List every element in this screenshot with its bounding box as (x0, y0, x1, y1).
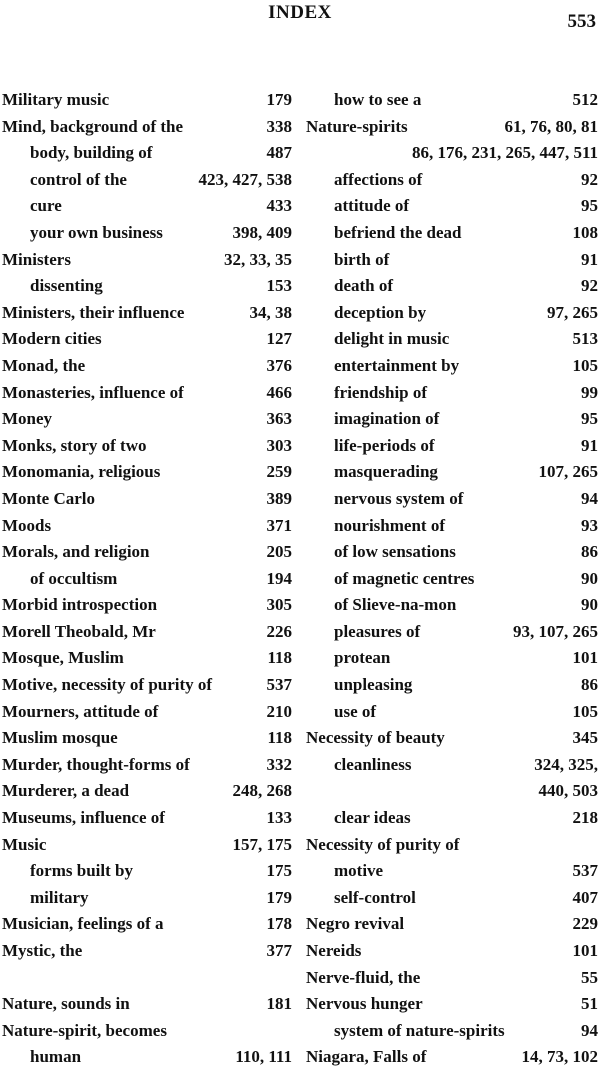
page-title: INDEX (268, 2, 332, 23)
index-entry (306, 778, 598, 805)
index-entry (306, 566, 598, 593)
index-pages: 345 (572, 728, 598, 748)
index-pages: 157, 175 (232, 834, 292, 854)
index-entry (306, 87, 598, 114)
index-term: Ministers, their influence (2, 302, 185, 322)
index-column-left (2, 87, 292, 1071)
index-term: your own business (30, 222, 163, 242)
index-term: self-control (334, 887, 416, 907)
index-entry (306, 805, 598, 832)
index-pages: 127 (266, 329, 292, 349)
index-term: Mourners, attitude of (2, 701, 159, 721)
index-pages: 118 (267, 648, 292, 668)
index-entry (306, 513, 598, 540)
index-pages: 101 (572, 941, 598, 960)
index-pages: 133 (266, 808, 292, 828)
index-entry (306, 326, 598, 353)
index-pages: 153 (266, 276, 292, 296)
index-term: Music (2, 834, 47, 854)
index-pages: 303 (266, 435, 292, 455)
index-column-right (306, 87, 598, 1071)
index-term: Morell Theobald, Mr (2, 621, 156, 641)
index-term: protean (334, 648, 391, 668)
index-entry (2, 778, 292, 805)
index-entry (2, 885, 292, 912)
index-term: cleanliness (334, 754, 412, 774)
index-entry (306, 991, 598, 1018)
index-pages: 93, 107, 265 (513, 621, 598, 641)
index-entry (2, 832, 292, 859)
index-entry (306, 725, 598, 752)
index-pages: 423, 427, 538 (198, 169, 292, 189)
index-entry (2, 725, 292, 752)
index-pages: 440, 503 (538, 781, 598, 801)
index-entry (2, 87, 292, 114)
index-term: dissenting (30, 276, 103, 296)
index-term: befriend the dead (334, 222, 462, 242)
index-pages: 178 (266, 914, 292, 934)
index-entry (2, 1044, 292, 1071)
index-entry (2, 699, 292, 726)
index-entry (2, 1018, 292, 1045)
index-term: birth of (334, 249, 390, 269)
index-pages: 205 (266, 542, 292, 562)
index-pages: 92 (581, 276, 598, 296)
index-term: Mind, background of the (2, 116, 184, 136)
index-pages: 107, 265 (538, 462, 598, 482)
index-pages: 95 (581, 409, 598, 429)
index-entry (306, 672, 598, 699)
index-term: death of (334, 276, 394, 296)
index-pages: 377 (266, 941, 292, 960)
index-entry (2, 193, 292, 220)
index-term: Nature, sounds in (2, 994, 130, 1014)
index-pages: 55 (581, 967, 598, 987)
index-term: Murder, thought-forms of (2, 754, 190, 774)
index-term: Niagara, Falls of (306, 1047, 427, 1067)
index-pages: 398, 409 (232, 222, 292, 242)
index-entry (2, 805, 292, 832)
index-pages: 332 (266, 754, 292, 774)
index-term: Nereids (306, 941, 362, 960)
index-term: friendship of (334, 382, 428, 402)
index-entry (2, 991, 292, 1018)
index-entry (306, 752, 598, 779)
index-term: Mystic, the (2, 941, 83, 960)
index-entry (306, 193, 598, 220)
index-term: Monks, story of two (2, 435, 147, 455)
index-pages: 229 (572, 914, 598, 934)
index-pages: 99 (581, 382, 598, 402)
index-pages: 110, 111 (235, 1047, 292, 1067)
index-term: Necessity of purity of (306, 834, 460, 854)
index-term: of magnetic centres (334, 568, 475, 588)
index-entry (2, 300, 292, 327)
index-term: Money (2, 409, 53, 429)
index-term: Monad, the (2, 355, 86, 375)
index-pages: 513 (572, 329, 598, 349)
index-term: Monomania, religious (2, 462, 161, 482)
index-entry (306, 911, 598, 938)
index-term: Morbid introspection (2, 595, 158, 615)
index-term: Negro revival (306, 914, 405, 934)
index-pages: 305 (266, 595, 292, 615)
index-entry (2, 619, 292, 646)
index-pages: 194 (266, 568, 292, 588)
index-entry (306, 167, 598, 194)
index-entry (306, 1018, 598, 1045)
index-entry (2, 752, 292, 779)
index-pages: 108 (572, 222, 598, 242)
index-term: attitude of (334, 196, 410, 216)
index-pages: 537 (266, 675, 292, 695)
index-entry (306, 592, 598, 619)
index-entry (306, 619, 598, 646)
index-entry (306, 486, 598, 513)
index-entry (306, 645, 598, 672)
index-pages: 376 (266, 355, 292, 375)
index-entry (306, 699, 598, 726)
index-term: military (30, 887, 89, 907)
index-entry (2, 911, 292, 938)
index-term: Military music (2, 90, 110, 109)
index-term: Monte Carlo (2, 488, 96, 508)
index-term: forms built by (30, 861, 133, 881)
index-pages: 466 (266, 382, 292, 402)
index-pages: 179 (266, 90, 292, 109)
index-term: nervous system of (334, 488, 464, 508)
index-entry (306, 858, 598, 885)
index-term: Mosque, Muslim (2, 648, 124, 668)
index-entry (2, 539, 292, 566)
index-pages: 101 (572, 648, 598, 668)
index-pages: 537 (572, 861, 598, 881)
index-entry (306, 380, 598, 407)
index-pages: 181 (266, 994, 292, 1014)
index-pages: 51 (581, 994, 598, 1014)
index-entry (306, 114, 598, 141)
index-pages: 95 (581, 196, 598, 216)
index-term: Museums, influence of (2, 808, 165, 828)
index-entry (2, 486, 292, 513)
index-pages: 86, 176, 231, 265, 447, 511 (411, 143, 598, 163)
index-entry (2, 672, 292, 699)
index-term: Necessity of beauty (306, 728, 445, 748)
index-entry (2, 459, 292, 486)
index-pages: 61, 76, 80, 81 (504, 116, 598, 136)
index-pages: 118 (267, 728, 292, 748)
index-pages: 94 (581, 1020, 598, 1040)
index-term: motive (334, 861, 384, 881)
index-term: of occultism (30, 568, 118, 588)
index-pages: 389 (266, 488, 292, 508)
index-pages: 91 (581, 435, 598, 455)
index-term: nourishment of (334, 515, 445, 535)
index-entry (2, 114, 292, 141)
index-term: deception by (334, 302, 427, 322)
index-term: control of the (30, 169, 127, 189)
index-entry (306, 353, 598, 380)
index-entry (2, 353, 292, 380)
index-term: delight in music (334, 329, 450, 349)
index-entry (306, 247, 598, 274)
index-entry (306, 220, 598, 247)
index-term: pleasures of (334, 621, 421, 641)
index-term: Nervous hunger (306, 994, 423, 1014)
index-term: Murderer, a dead (2, 781, 130, 801)
index-entry (2, 273, 292, 300)
index-term: system of nature-spirits (334, 1020, 505, 1040)
index-pages: 86 (581, 542, 598, 562)
index-term: Nature-spirit, becomes (2, 1020, 167, 1040)
index-entry (2, 247, 292, 274)
index-term: imagination of (334, 409, 440, 429)
index-term: affections of (334, 169, 423, 189)
index-pages: 175 (266, 861, 292, 881)
index-entry (306, 832, 598, 859)
index-term: life-periods of (334, 435, 435, 455)
index-term: Monasteries, influence of (2, 382, 184, 402)
index-entry (306, 273, 598, 300)
index-pages: 32, 33, 35 (224, 249, 292, 269)
index-pages: 433 (266, 196, 292, 216)
index-pages: 487 (266, 143, 292, 163)
index-entry (2, 938, 292, 965)
index-entry (306, 965, 598, 992)
index-term: Ministers (2, 249, 71, 269)
index-entry (2, 140, 292, 167)
index-term: Musician, feelings of a (2, 914, 164, 934)
index-pages: 324, 325, (534, 754, 598, 774)
index-pages: 210 (266, 701, 292, 721)
index-entry (2, 220, 292, 247)
index-entry (306, 459, 598, 486)
index-term: masquerading (334, 462, 438, 482)
index-pages: 363 (266, 409, 292, 429)
index-pages: 90 (581, 595, 598, 615)
index-term: how to see a (334, 90, 422, 109)
index-term: Moods (2, 515, 52, 535)
index-pages: 105 (572, 701, 598, 721)
index-entry (306, 1044, 598, 1071)
index-entry (306, 140, 598, 167)
index-term: Morals, and religion (2, 542, 150, 562)
index-pages: 34, 38 (249, 302, 292, 322)
index-entry (306, 539, 598, 566)
index-term: human (30, 1047, 82, 1067)
index-entry (306, 885, 598, 912)
index-pages: 97, 265 (547, 302, 598, 322)
index-term: Nerve-fluid, the (306, 967, 421, 987)
index-entry (306, 406, 598, 433)
index-pages: 90 (581, 568, 598, 588)
index-entry (306, 433, 598, 460)
index-entry (306, 938, 598, 965)
index-pages: 371 (266, 515, 292, 535)
index-pages: 179 (266, 887, 292, 907)
index-term: of Slieve-na-mon (334, 595, 457, 615)
index-entry (2, 326, 292, 353)
index-pages: 259 (266, 462, 292, 482)
index-pages: 93 (581, 515, 598, 535)
index-term: Motive, necessity of purity of (2, 675, 213, 695)
index-entry (2, 645, 292, 672)
index-term: unpleasing (334, 675, 413, 695)
index-entry (2, 167, 292, 194)
index-entry (2, 965, 292, 992)
index-entry (2, 380, 292, 407)
index-term: Modern cities (2, 329, 102, 349)
index-term: clear ideas (334, 808, 411, 828)
index-pages: 226 (266, 621, 292, 641)
index-term: body, building of (30, 143, 153, 163)
index-term: entertainment by (334, 355, 460, 375)
index-pages: 105 (572, 355, 598, 375)
index-entry (2, 433, 292, 460)
index-entry (2, 406, 292, 433)
index-term: Muslim mosque (2, 728, 118, 748)
index-pages: 14, 73, 102 (521, 1047, 598, 1067)
index-term: cure (30, 196, 62, 216)
index-entry (306, 300, 598, 327)
index-term: Nature-spirits (306, 116, 408, 136)
index-entry (2, 592, 292, 619)
index-pages: 92 (581, 169, 598, 189)
index-entry (2, 566, 292, 593)
index-entry (2, 513, 292, 540)
index-pages: 86 (581, 675, 598, 695)
page-number: 553 (567, 11, 596, 32)
index-pages: 91 (581, 249, 598, 269)
index-pages: 338 (266, 116, 292, 136)
index-pages: 407 (572, 887, 598, 907)
index-pages: 248, 268 (232, 781, 292, 801)
index-pages: 218 (572, 808, 598, 828)
index-term: of low sensations (334, 542, 456, 562)
index-pages: 512 (572, 90, 598, 109)
index-term: use of (334, 701, 377, 721)
index-pages: 94 (581, 488, 598, 508)
index-entry (2, 858, 292, 885)
